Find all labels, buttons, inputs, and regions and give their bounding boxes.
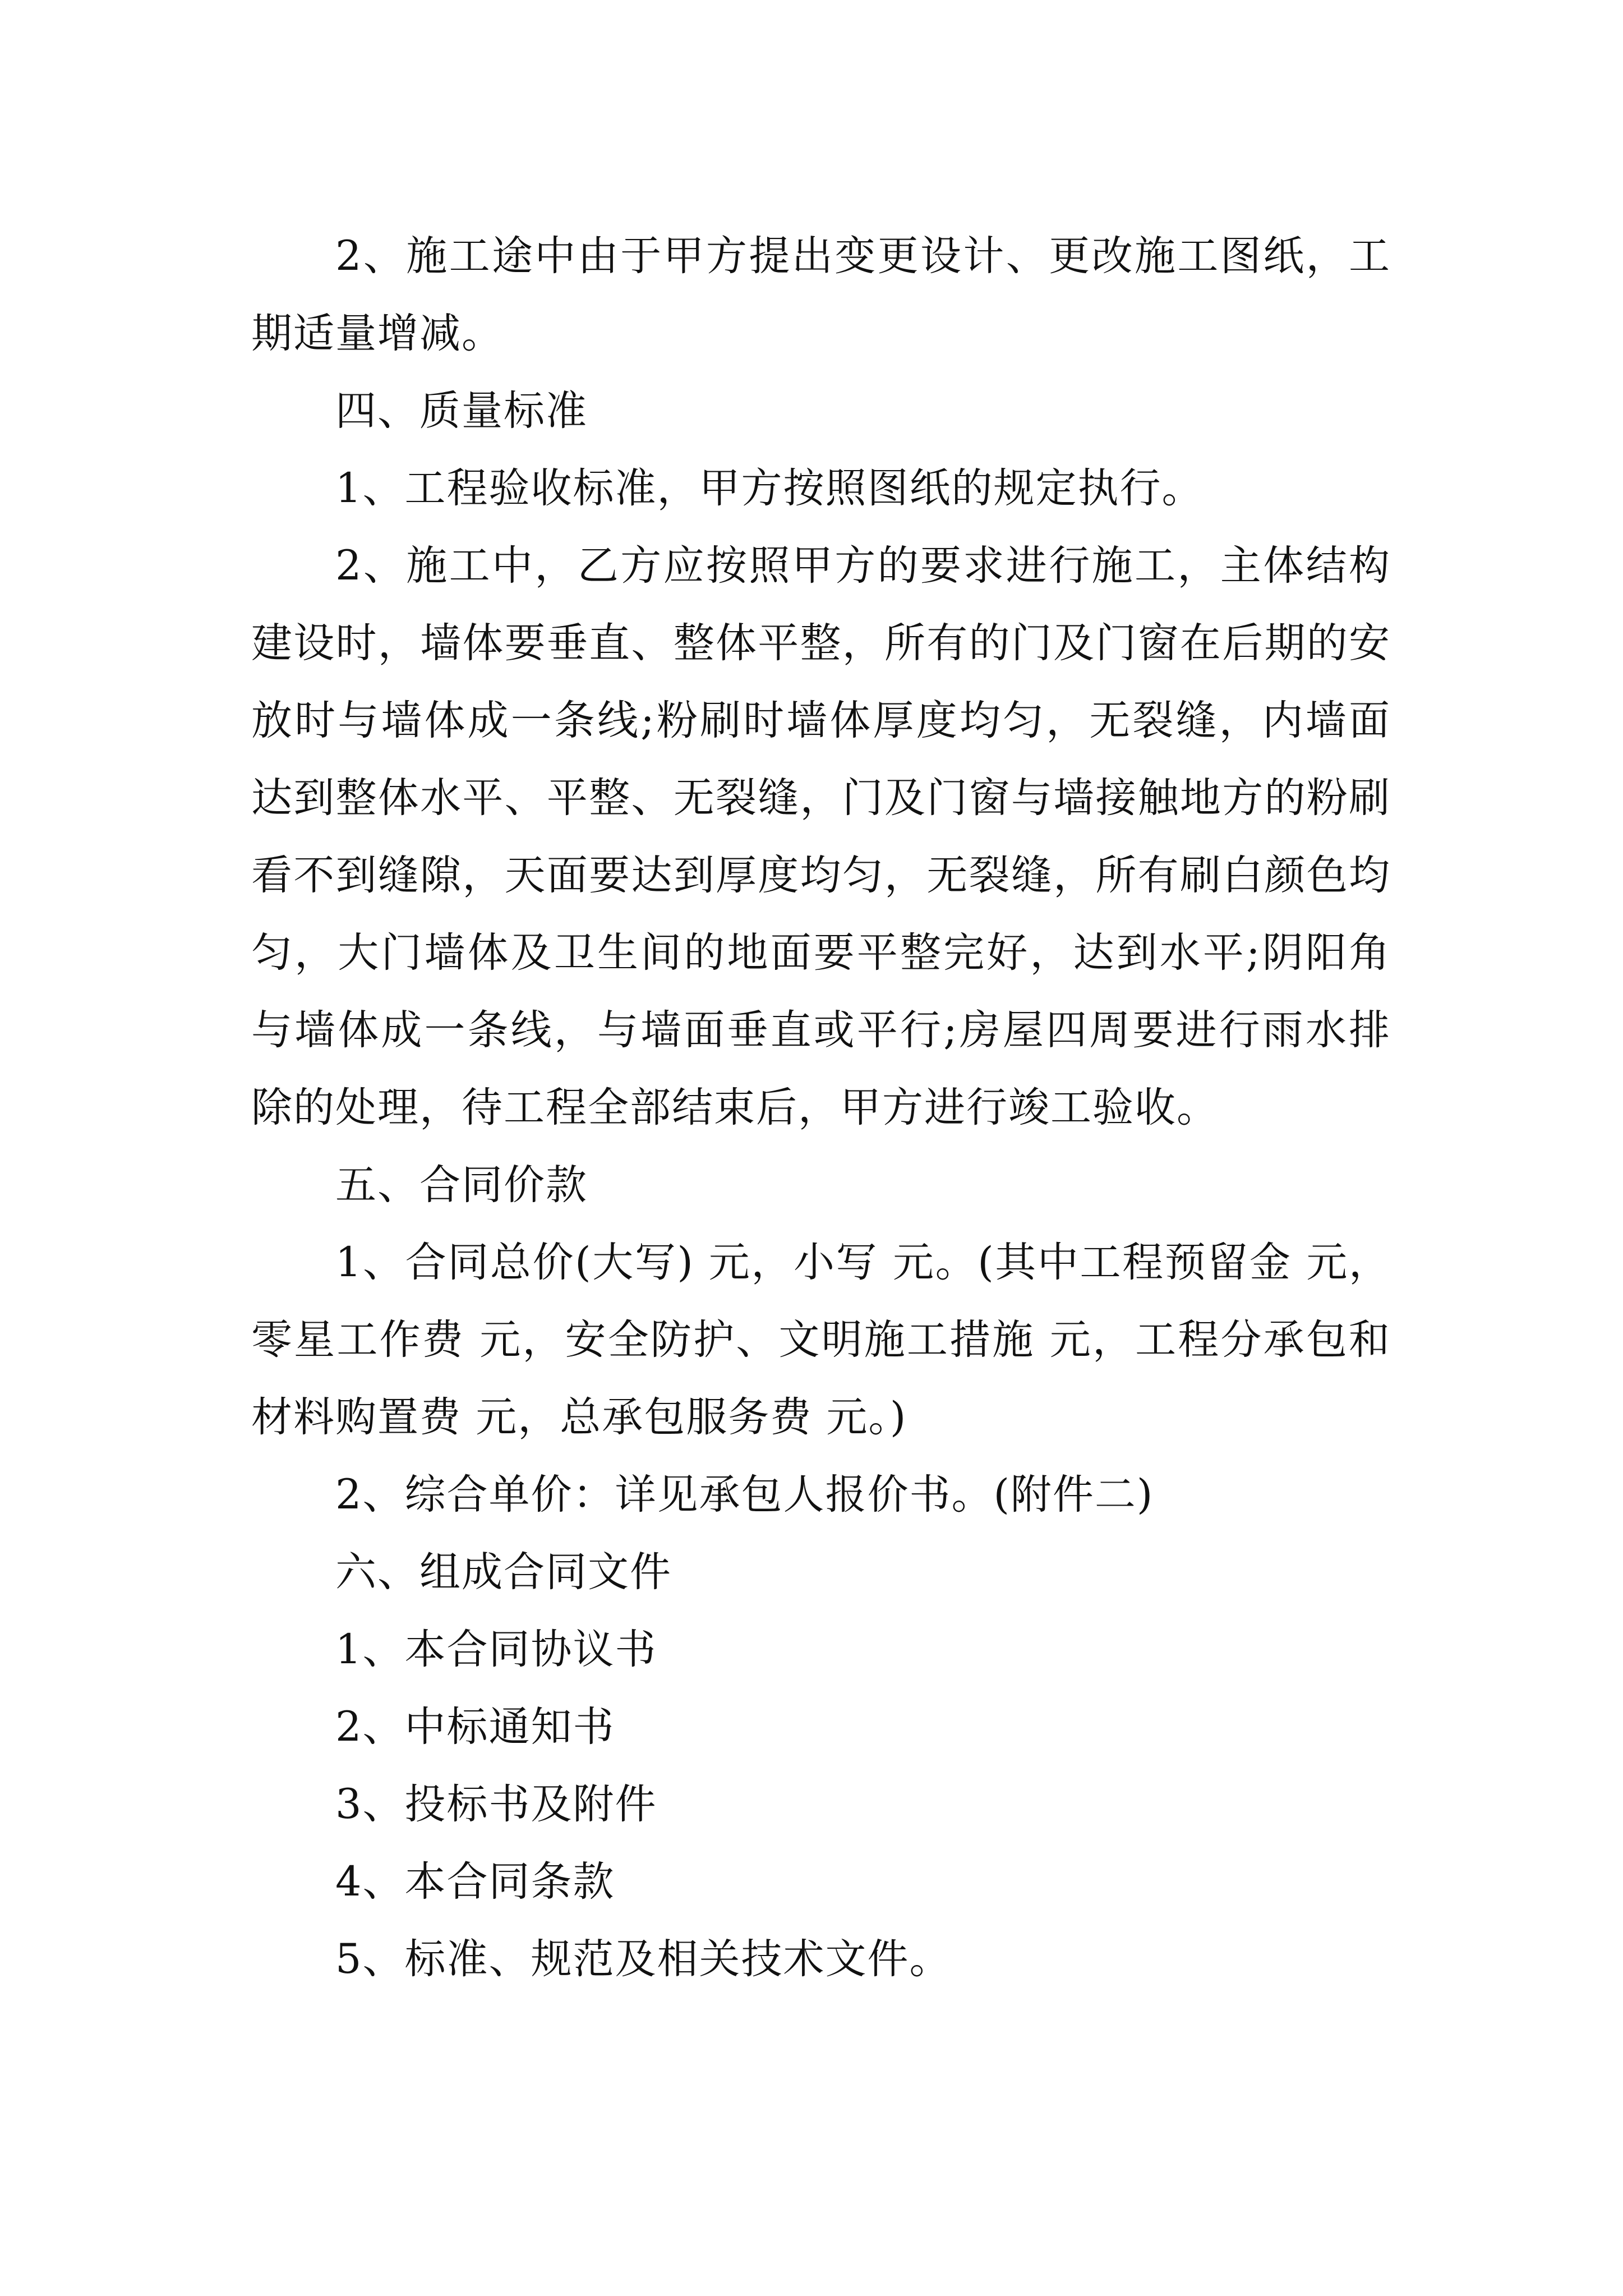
list-item-award-notice: 2、中标通知书	[335, 1703, 615, 1751]
list-item-standards: 5、标准、规范及相关技术文件。	[335, 1935, 952, 1983]
heading-contract-documents: 六、组成合同文件	[335, 1548, 672, 1596]
paragraph-schedule-change: 2、施工途中由于甲方提出变更设计、更改施工图纸，工期适量增减。	[251, 232, 1391, 357]
heading-quality-standard: 四、质量标准	[335, 387, 588, 435]
list-item-tender: 3、投标书及附件	[335, 1780, 657, 1828]
list-item-contract-terms: 4、本合同条款	[335, 1858, 615, 1906]
paragraph-acceptance-standard: 1、工程验收标准，甲方按照图纸的规定执行。	[335, 464, 1204, 512]
paragraph-construction-requirements: 2、施工中，乙方应按照甲方的要求进行施工，主体结构建设时，墙体要垂直、整体平整，所有的门及门窗在后期的安放时与墙体成一条线;粉刷时墙体厚度均匀，无裂缝，内墙面达到整体水平、平整、无裂缝，门及门窗与墙接触地方的粉刷看不到缝隙，天面要达到厚度均匀，无裂缝，所有刷白颜色均匀，大门墙体及卫生间的地面要平整完好，达到水平;阴阳角与墙体成一条线，与墙面垂直或平行;房屋四周要进行雨水排除的处理，待工程全部结束后，甲方进行竣工验收。	[251, 542, 1391, 1131]
document-body	[251, 218, 1391, 1998]
list-item-agreement: 1、本合同协议书	[335, 1626, 657, 1673]
heading-contract-price: 五、合同价款	[335, 1161, 588, 1209]
paragraph-total-price: 1、合同总价(大写) 元，小写 元。(其中工程预留金 元，零星工作费 元，安全防护、文明施工措施 元，工程分承包和材料购置费 元，总承包服务费 元。)	[251, 1239, 1391, 1441]
paragraph-unit-price: 2、综合单价：详见承包人报价书。(附件二)	[335, 1471, 1154, 1519]
